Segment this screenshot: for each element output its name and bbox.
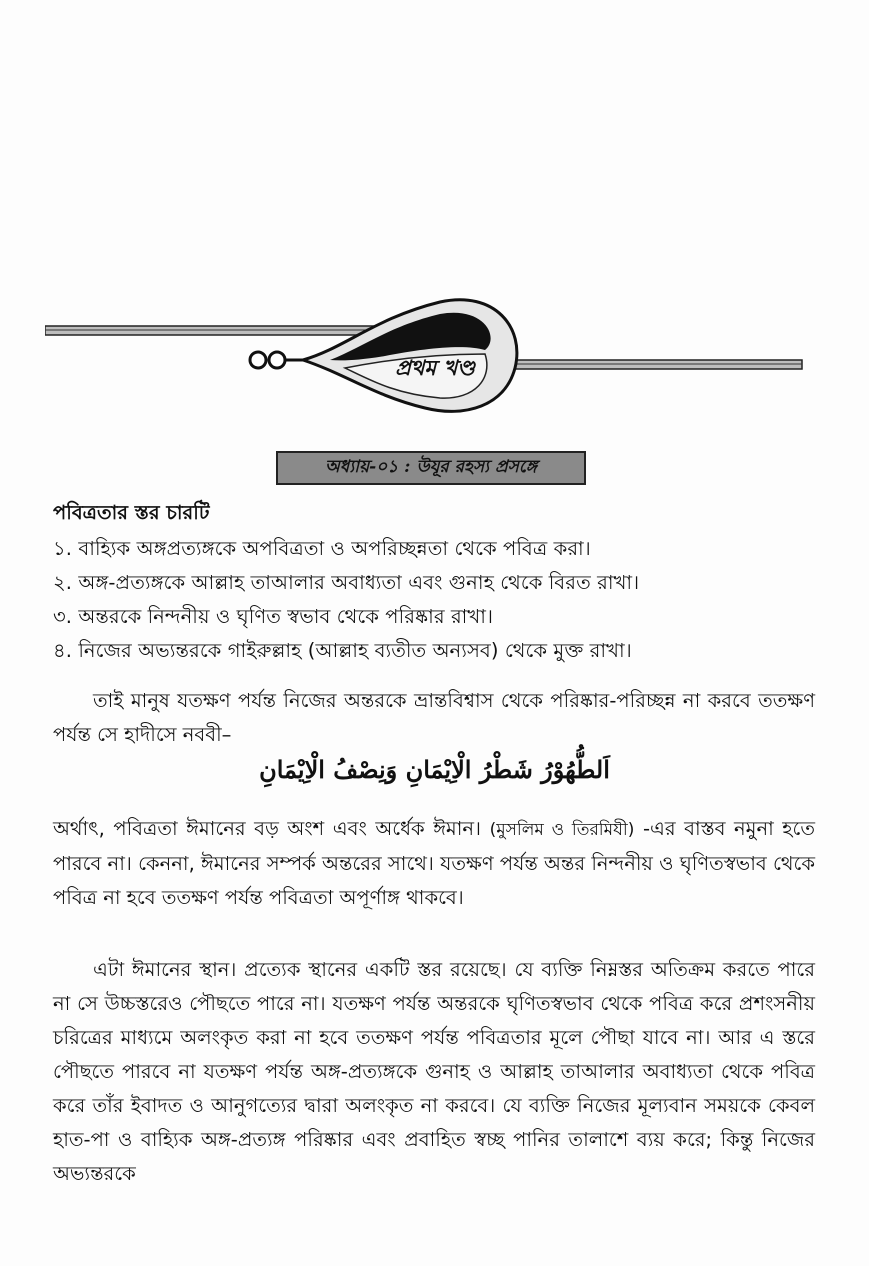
purity-levels-list [53,532,815,668]
paragraph: তাই মানুষ যতক্ষণ পর্যন্ত নিজের অন্তরকে ভ্রান্তবিশ্বাস থেকে পরিষ্কার-পরিচ্ছন্ন না করবে ততক্ষণ পর্যন্ত সে হাদীসে নববী– [53,689,815,746]
section-heading: পবিত্রতার স্তর চারটি [53,501,210,524]
paragraph: এটা ঈমানের স্থান। প্রত্যেক স্থানের একটি স্তর রয়েছে। যে ব্যক্তি নিম্নস্তর অতিক্রম করতে পারে না সে উচ্চস্তরেও পৌছতে পারে না। যতক্ষণ পর্যন্ত অন্তরকে ঘৃণিতস্বভাব থেকে পবিত্র করে প্রশংসনীয় চরিত্রের মাধ্যমে অলংকৃত করা না হবে ততক্ষণ পর্যন্ত পবিত্রতার মূলে পৌছা যাবে না। আর এ স্তরে পৌছতে পারবে না যতক্ষণ পর্যন্ত অঙ্গ-প্রত্যঙ্গকে গুনাহ ও আল্লাহ তাআলার অবাধ্যতা থেকে পবিত্র করে তাঁর ইবাদত ও আনুগত্যের দ্বারা অলংকৃত না করবে। যে ব্যক্তি নিজের মূল্যবান সময়কে কেবল হাত-পা ও বাহ্যিক অঙ্গ-প্রত্যঙ্গ পরিষ্কার এবং প্রবাহিত স্বচ্ছ পানির তালাশে ব্যয় করে; কিন্তু নিজের অভ্যন্তরকে [53,958,815,1185]
hadith-reference: (মুসলিম ও তিরমিযী) [489,820,635,840]
list-item: ৪. নিজের অভ্যন্তরকে গাইরুল্লাহ (আল্লাহ ব্যতীত অন্যসব) থেকে মুক্ত রাখা। [53,639,632,662]
paragraph [53,812,815,915]
chapter-label: অধ্যায়-০১ : উযূর রহস্য প্রসঙ্গে [324,457,538,477]
list-item: ১. বাহ্যিক অঙ্গপ্রত্যঙ্গকে অপবিত্রতা ও অপরিচ্ছন্নতা থেকে পবিত্র করা। [53,537,591,560]
list-item: ২. অঙ্গ-প্রত্যঙ্গকে আল্লাহ তাআলার অবাধ্যতা এবং গুনাহ থেকে বিরত রাখা। [53,571,640,594]
paragraph-text: -এর বাস্তব নমুনা হতে পারবে না। কেননা, ঈমানের সম্পর্ক অন্তরের সাথে। যতক্ষণ পর্যন্ত অন্তর নিন্দনীয় ও ঘৃণিতস্বভাব থেকে পবিত্র না হবে ততক্ষণ পর্যন্ত পবিত্রতা অপূর্ণাঙ্গ থাকবে। [53,817,816,909]
paragraph-text: অর্থাৎ, পবিত্রতা ঈমানের বড় অংশ এবং অর্ধেক ঈমান। [53,817,482,840]
part-title: প্রথম খণ্ড [395,355,475,380]
chapter-banner [276,451,586,485]
list-item: ৩. অন্তরকে নিন্দনীয় ও ঘৃণিত স্বভাব থেকে পরিষ্কার রাখা। [53,605,494,628]
arabic-hadith: اَلطُّهُوْرُ شَطْرُ الْاِيْمَانِ وَنِصْفُ الْاِيْمَانِ [259,755,610,784]
